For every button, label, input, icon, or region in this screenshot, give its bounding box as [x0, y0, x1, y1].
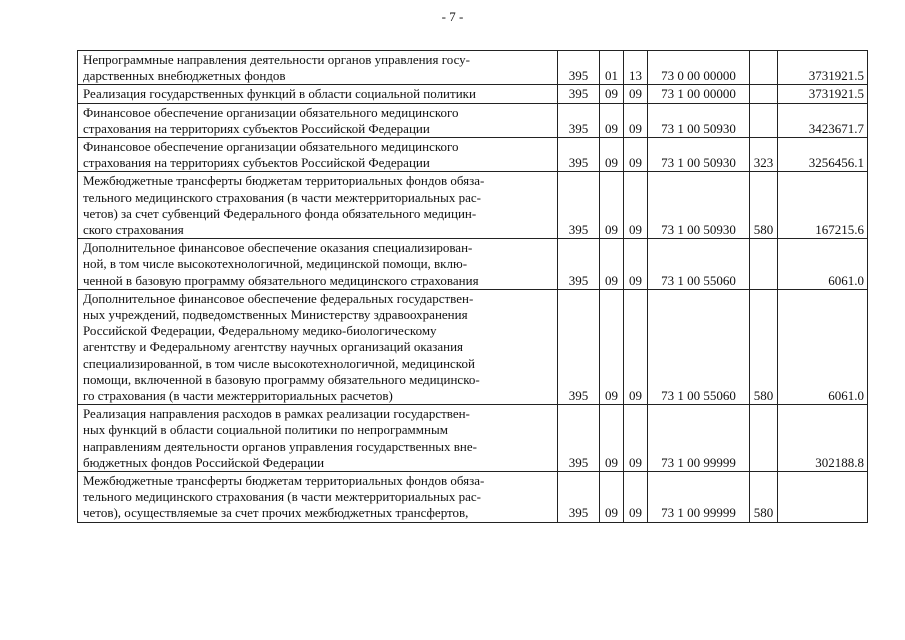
description-line: направлениям деятельности органов управления государственных вне- — [83, 438, 477, 454]
description-line: Межбюджетные трансферты бюджетам территориальных фондов обяза- — [83, 173, 485, 189]
subsection-code-cell: 09 — [624, 289, 648, 404]
table-row — [78, 289, 868, 404]
section-code-cell: 09 — [600, 138, 624, 172]
subsection-code-cell: 09 — [624, 172, 648, 239]
subsection-code-cell: 13 — [624, 51, 648, 85]
amount-cell: 3731921.5 — [778, 51, 868, 85]
description-cell — [78, 472, 558, 523]
table-row — [78, 405, 868, 472]
table-row — [78, 138, 868, 172]
description-line: страхования на территориях субъектов Российской Федерации — [83, 155, 430, 171]
subsection-code-cell: 09 — [624, 472, 648, 523]
amount-cell: 302188.8 — [778, 405, 868, 472]
table-row — [78, 172, 868, 239]
amount-cell: 167215.6 — [778, 172, 868, 239]
expense-type-cell: 580 — [750, 472, 778, 523]
expense-type-cell — [750, 51, 778, 85]
description-cell — [78, 51, 558, 85]
grbs-code-cell: 395 — [558, 51, 600, 85]
description-line: Непрограммные направления деятельности органов управления госу- — [83, 52, 471, 67]
subsection-code-cell: 09 — [624, 103, 648, 137]
description-line: ных учреждений, подведомственных Министерству здравоохранения — [83, 307, 468, 323]
amount-cell — [778, 472, 868, 523]
description-line: Реализация направления расходов в рамках реализации государствен- — [83, 406, 470, 422]
description-line: ной, в том числе высокотехнологичной, медицинской помощи, вклю- — [83, 256, 468, 272]
subsection-code-cell: 09 — [624, 85, 648, 103]
section-code-cell: 09 — [600, 472, 624, 523]
grbs-code-cell: 395 — [558, 138, 600, 172]
table-row — [78, 239, 868, 290]
expense-type-cell — [750, 405, 778, 472]
description-line: ченной в базовую программу обязательного медицинского страхования — [83, 272, 479, 288]
description-line: Финансовое обеспечение организации обязательного медицинского — [83, 104, 459, 120]
description-line: Дополнительное финансовое обеспечение оказания специализирован- — [83, 240, 473, 256]
table-row — [78, 51, 868, 85]
description-line: тельного медицинского страхования (в части межтерриториальных рас- — [83, 189, 481, 205]
description-line: ского страхования — [83, 222, 184, 238]
description-line: ных функций в области социальной политики по непрограммным — [83, 422, 448, 438]
description-line: Финансовое обеспечение организации обязательного медицинского — [83, 139, 459, 155]
section-code-cell: 09 — [600, 239, 624, 290]
description-cell — [78, 289, 558, 404]
target-article-cell: 73 1 00 55060 — [648, 239, 750, 290]
description-line: четов) за счет субвенций Федерального фонда обязательного медицин- — [83, 205, 477, 221]
target-article-cell: 73 0 00 00000 — [648, 51, 750, 85]
section-code-cell: 09 — [600, 85, 624, 103]
page-number: - 7 - — [441, 9, 464, 24]
budget-table-body — [78, 51, 868, 523]
expense-type-cell: 580 — [750, 172, 778, 239]
description-line: бюджетных фондов Российской Федерации — [83, 454, 325, 470]
description-line: Российской Федерации, Федеральному медико-биологическому — [83, 323, 437, 339]
subsection-code-cell: 09 — [624, 138, 648, 172]
subsection-code-cell: 09 — [624, 405, 648, 472]
description-line: агентству и Федеральному агентству научных организаций оказания — [83, 339, 464, 355]
target-article-cell: 73 1 00 50930 — [648, 103, 750, 137]
target-article-cell: 73 1 00 50930 — [648, 172, 750, 239]
amount-cell: 3731921.5 — [778, 85, 868, 103]
expense-type-cell: 580 — [750, 289, 778, 404]
description-line: тельного медицинского страхования (в части межтерриториальных рас- — [83, 489, 481, 505]
section-code-cell: 09 — [600, 289, 624, 404]
amount-cell: 6061.0 — [778, 289, 868, 404]
amount-cell: 3256456.1 — [778, 138, 868, 172]
expense-type-cell — [750, 239, 778, 290]
grbs-code-cell: 395 — [558, 103, 600, 137]
amount-cell: 6061.0 — [778, 239, 868, 290]
budget-table — [77, 50, 868, 523]
expense-type-cell — [750, 103, 778, 137]
target-article-cell: 73 1 00 99999 — [648, 405, 750, 472]
description-cell — [78, 85, 558, 103]
description-line: страхования на территориях субъектов Российской Федерации — [83, 120, 430, 136]
grbs-code-cell: 395 — [558, 472, 600, 523]
description-line: четов), осуществляемые за счет прочих межбюджетных трансфертов, — [83, 505, 469, 521]
grbs-code-cell: 395 — [558, 85, 600, 103]
expense-type-cell: 323 — [750, 138, 778, 172]
target-article-cell: 73 1 00 55060 — [648, 289, 750, 404]
description-cell — [78, 138, 558, 172]
description-line: го страхования (в части межтерриториальных расчетов) — [83, 388, 393, 404]
grbs-code-cell: 395 — [558, 239, 600, 290]
table-row — [78, 472, 868, 523]
section-code-cell: 09 — [600, 172, 624, 239]
section-code-cell: 09 — [600, 103, 624, 137]
description-line: Реализация государственных функций в области социальной политики — [83, 86, 476, 102]
description-line: специализированной, в том числе высокотехнологичной, медицинской — [83, 355, 475, 371]
description-line: помощи, включенной в базовую программу обязательного медицинско- — [83, 371, 480, 387]
description-line: Дополнительное финансовое обеспечение федеральных государствен- — [83, 290, 474, 306]
grbs-code-cell: 395 — [558, 405, 600, 472]
section-code-cell: 09 — [600, 405, 624, 472]
expense-type-cell — [750, 85, 778, 103]
grbs-code-cell: 395 — [558, 289, 600, 404]
target-article-cell: 73 1 00 00000 — [648, 85, 750, 103]
amount-cell: 3423671.7 — [778, 103, 868, 137]
description-cell — [78, 172, 558, 239]
table-row — [78, 103, 868, 137]
table-row — [78, 85, 868, 103]
target-article-cell: 73 1 00 50930 — [648, 138, 750, 172]
description-line: Межбюджетные трансферты бюджетам территориальных фондов обяза- — [83, 473, 485, 489]
description-cell — [78, 405, 558, 472]
target-article-cell: 73 1 00 99999 — [648, 472, 750, 523]
description-line: дарственных внебюджетных фондов — [83, 68, 286, 84]
section-code-cell: 01 — [600, 51, 624, 85]
subsection-code-cell: 09 — [624, 239, 648, 290]
description-cell — [78, 239, 558, 290]
description-cell — [78, 103, 558, 137]
grbs-code-cell: 395 — [558, 172, 600, 239]
